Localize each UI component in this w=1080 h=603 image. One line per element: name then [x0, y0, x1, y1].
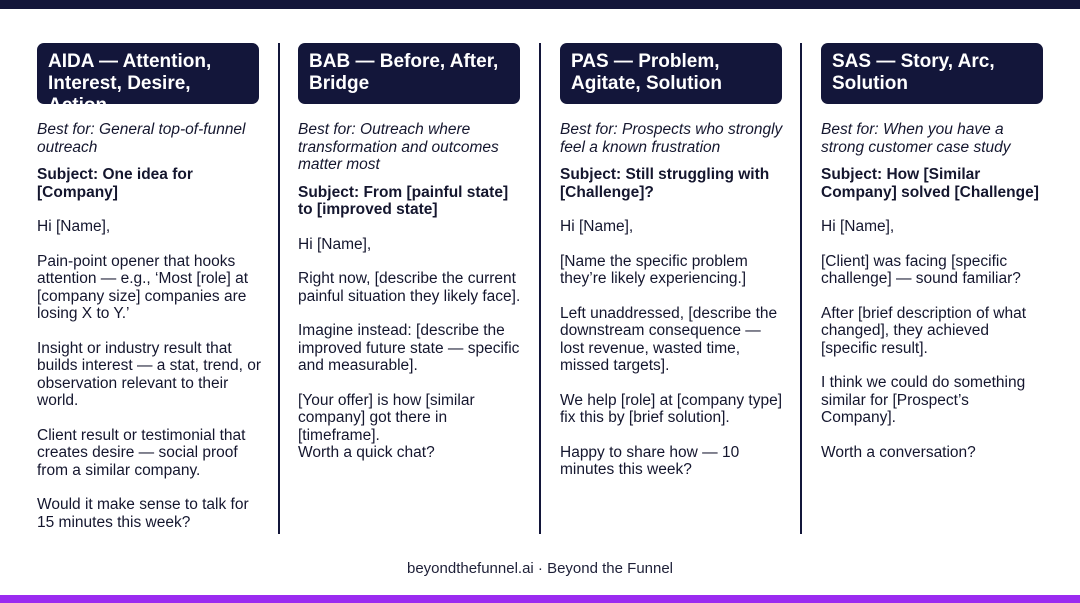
body-paragraph: Right now, [describe the current painful situation they likely face].	[298, 270, 521, 305]
body-paragraph: We help [role] at [company type] fix this by [brief solution].	[560, 391, 782, 426]
subject-line: Subject: How [Similar Company] solved [Challenge]	[821, 166, 1039, 201]
best-for-text: Best for: Prospects who strongly feel a known frustration	[560, 121, 783, 156]
column-divider	[539, 43, 541, 534]
body-paragraph: Client result or testimonial that creates desire — social proof from a similar company.	[37, 426, 246, 479]
body-paragraph: Left unaddressed, [describe the downstream consequence — lost revenue, wasted time, missed targets].	[560, 304, 778, 374]
greeting: Hi [Name],	[298, 235, 372, 253]
top-bar	[0, 0, 1080, 9]
greeting: Hi [Name],	[821, 218, 895, 235]
best-for-text: Best for: General top-of-funnel outreach	[37, 121, 246, 156]
greeting: Hi [Name],	[37, 218, 111, 235]
body-paragraph: Insight or industry result that builds interest — a stat, trend, or observation relevant to their world.	[37, 339, 261, 409]
body-paragraph: I think we could do something similar for [Prospect’s Company].	[821, 374, 1026, 426]
column-pas	[560, 43, 786, 479]
best-for-text: Best for: When you have a strong customer case study	[821, 121, 1011, 156]
subject-line: Subject: Still struggling with [Challenge]?	[560, 166, 770, 201]
column-title: BAB — Before, After, Bridge	[298, 43, 520, 104]
greeting: Hi [Name],	[560, 218, 634, 235]
closing-line: Worth a quick chat?	[298, 444, 435, 461]
subject-line: Subject: One idea for [Company]	[37, 166, 193, 201]
column-divider	[800, 43, 802, 534]
body-paragraph: After [brief description of what changed], they achieved [specific result].	[821, 304, 1027, 357]
body-paragraph: Imagine instead: [describe the improved future state — specific and measurable].	[298, 322, 520, 374]
column-bab	[298, 43, 524, 462]
body-paragraph: [Name the specific problem they’re likely experiencing.]	[560, 252, 748, 287]
column-divider	[278, 43, 280, 534]
column-title: PAS — Problem, Agitate, Solution	[560, 43, 782, 104]
body-paragraph: [Client] was facing [specific challenge] — sound familiar?	[821, 252, 1021, 287]
footer-credit: beyondthefunnel.ai · Beyond the Funnel	[406, 560, 674, 577]
body-paragraph: Pain-point opener that hooks attention — e.g., ‘Most [role] at [company size] companies are losing X to Y.’	[37, 252, 249, 322]
closing-line: Happy to share how — 10 minutes this week?	[560, 443, 740, 478]
subject-line: Subject: From [painful state] to [improved state]	[298, 183, 509, 218]
body-paragraph: [Your offer] is how [similar company] got there in [timeframe].	[298, 391, 475, 444]
column-title: AIDA — Attention, Interest, Desire, Action	[37, 43, 259, 104]
closing-line: Worth a conversation?	[821, 443, 976, 461]
column-title: SAS — Story, Arc, Solution	[821, 43, 1043, 104]
bottom-accent-bar	[0, 595, 1080, 603]
closing-line: Would it make sense to talk for 15 minutes this week?	[37, 496, 249, 531]
column-sas	[821, 43, 1047, 461]
column-aida	[37, 43, 263, 531]
best-for-text: Best for: Outreach where transformation and outcomes matter most	[298, 121, 499, 173]
